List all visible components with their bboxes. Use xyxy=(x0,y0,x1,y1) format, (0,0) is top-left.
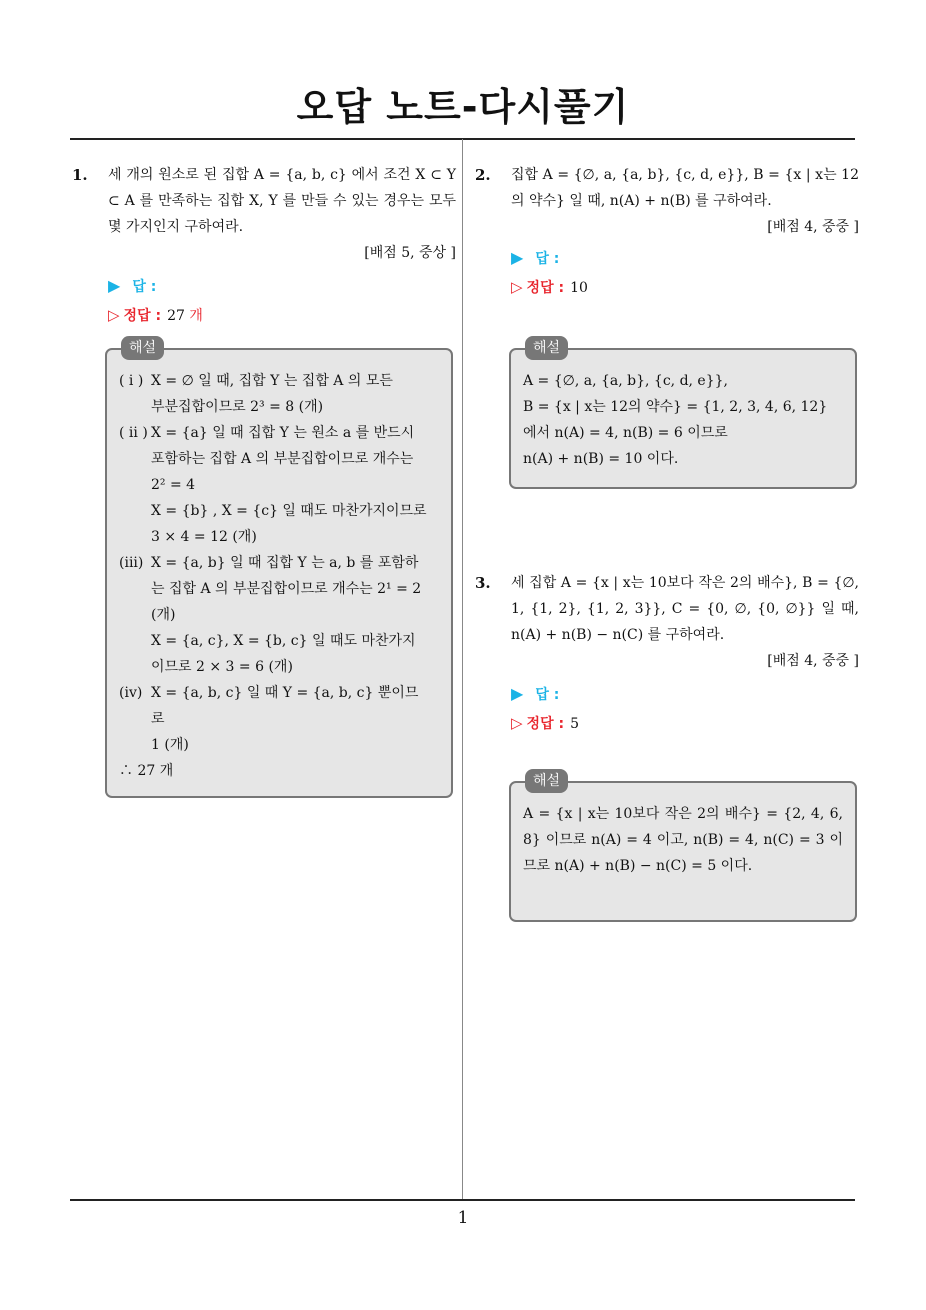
case-label: (iv) xyxy=(119,685,143,701)
play-arrow-icon: ▶ xyxy=(511,248,524,267)
answer-label: 답 : xyxy=(132,279,157,295)
answer-line xyxy=(511,680,859,709)
solution-box-2 xyxy=(509,340,857,489)
solution-case-1 xyxy=(119,368,439,420)
question-3-row xyxy=(475,570,859,674)
correct-label: 정답 : xyxy=(123,308,162,324)
case-line: X = {a, c}, X = {b, c} 일 때도 마찬가지 xyxy=(151,633,416,649)
correct-answer-line xyxy=(108,301,456,330)
case-line: 1 (개) xyxy=(151,737,189,753)
case-line: X = {b} , X = {c} 일 때도 마찬가지이므로 xyxy=(151,503,427,519)
correct-value: 10 xyxy=(570,280,588,296)
solution-line: n(A) + n(B) = 10 이다. xyxy=(523,451,679,467)
correct-label: 정답 : xyxy=(526,716,565,732)
case-line: 로 xyxy=(151,711,165,727)
case-line: X = {a} 일 때 집합 Y 는 원소 a 를 반드시 xyxy=(151,425,415,441)
answer-line xyxy=(108,272,456,301)
correct-unit: 개 xyxy=(189,308,203,324)
question-number: 1. xyxy=(72,166,88,184)
solution-box-1 xyxy=(105,340,453,798)
solution-line: A = {∅, a, {a, b}, {c, d, e}}, xyxy=(523,373,728,389)
column-divider xyxy=(462,139,463,1200)
solution-text: A = {x | x는 10보다 작은 2의 배수} = {2, 4, 6, 8} 이므로 n(A) = 4 이고, n(B) = 4, n(C) = 3 이므로 n(A) + n(B) − n(C) = 5 이다. xyxy=(523,806,843,874)
solution-line: 에서 n(A) = 4, n(B) = 6 이므로 xyxy=(523,425,728,441)
question-text: 세 개의 원소로 된 집합 A = {a, b, c} 에서 조건 X ⊂ Y ⊂ A 를 만족하는 집합 X, Y 를 만들 수 있는 경우는 모두 몇 가지인지 구하여라. xyxy=(108,167,456,235)
case-line: 포함하는 집합 A 의 부분집합이므로 개수는 xyxy=(151,451,414,467)
question-score: [배점 4, 중중 ] xyxy=(767,653,859,669)
question-2-row xyxy=(475,162,859,240)
case-line: 3 × 4 = 12 (개) xyxy=(151,529,257,545)
play-arrow-icon: ▶ xyxy=(108,276,121,295)
question-number: 2. xyxy=(475,166,491,184)
case-line: X = {a, b, c} 일 때 Y = {a, b, c} 뿐이므 xyxy=(151,685,419,701)
question-2 xyxy=(475,162,859,302)
case-label: ( i ) xyxy=(119,373,144,389)
solution-tag: 해설 xyxy=(525,336,568,360)
correct-answer-line xyxy=(511,273,859,302)
page-title: 오답 노트-다시풀기 xyxy=(296,85,630,129)
question-text: 세 집합 A = {x | x는 10보다 작은 2의 배수}, B = {∅, 1, {1, 2}, {1, 2, 3}}, C = {0, ∅, {0, ∅}} 일 때, n(A) + n(B) − n(C) 를 구하여라. xyxy=(511,575,859,643)
bottom-rule xyxy=(70,1199,855,1201)
answer-label: 답 : xyxy=(535,251,560,267)
outline-arrow-icon: ▷ xyxy=(511,278,523,296)
question-score: [배점 4, 중중 ] xyxy=(767,219,859,235)
solution-line: B = {x | x는 12의 약수} = {1, 2, 3, 4, 6, 12} xyxy=(523,399,828,415)
answer-label: 답 : xyxy=(535,687,560,703)
solution-case-4 xyxy=(119,680,439,758)
solution-conclusion: ∴ 27 개 xyxy=(119,763,174,779)
case-line: (개) xyxy=(151,607,176,623)
solution-box-3 xyxy=(509,773,857,922)
question-number: 3. xyxy=(475,574,491,592)
solution-case-3 xyxy=(119,550,439,680)
case-line: X = ∅ 일 때, 집합 Y 는 집합 A 의 모든 xyxy=(151,373,393,389)
question-3 xyxy=(475,570,859,738)
answer-line xyxy=(511,244,859,273)
solution-tag: 해설 xyxy=(525,769,568,793)
correct-value: 27 xyxy=(167,308,185,324)
case-line: 이므로 2 × 3 = 6 (개) xyxy=(151,659,293,675)
question-text: 집합 A = {∅, a, {a, b}, {c, d, e}}, B = {x | x는 12의 약수} 일 때, n(A) + n(B) 를 구하여라. xyxy=(511,167,859,209)
question-score: [배점 5, 중상 ] xyxy=(364,245,456,261)
case-line: X = {a, b} 일 때 집합 Y 는 a, b 를 포함하 xyxy=(151,555,419,571)
case-line: 는 집합 A 의 부분집합이므로 개수는 2¹ = 2 xyxy=(151,581,422,597)
correct-value: 5 xyxy=(570,716,579,732)
outline-arrow-icon: ▷ xyxy=(511,714,523,732)
correct-label: 정답 : xyxy=(526,280,565,296)
case-line: 부분집합이므로 2³ = 8 (개) xyxy=(151,399,324,415)
page-number: 1 xyxy=(457,1208,469,1228)
solution-tag: 해설 xyxy=(121,336,164,360)
question-1-row xyxy=(72,162,456,266)
correct-answer-line xyxy=(511,709,859,738)
case-line: 2² = 4 xyxy=(151,477,196,493)
question-1 xyxy=(72,162,456,330)
play-arrow-icon: ▶ xyxy=(511,684,524,703)
solution-case-2 xyxy=(119,420,439,550)
case-label: ( ii ) xyxy=(119,425,148,441)
outline-arrow-icon: ▷ xyxy=(108,306,120,324)
case-label: (iii) xyxy=(119,555,144,571)
